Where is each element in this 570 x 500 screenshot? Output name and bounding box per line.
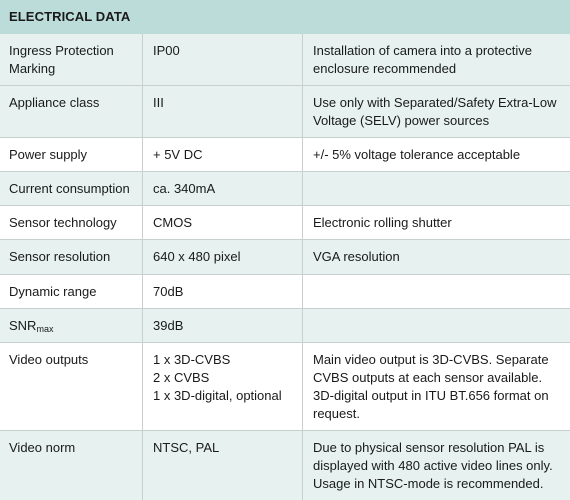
value-cell: 39dB <box>142 309 302 343</box>
value-cell: ca. 340mA <box>142 172 302 206</box>
snr-label: SNR <box>9 318 37 333</box>
table-header <box>0 0 570 34</box>
parameter-cell: Power supply <box>9 147 88 162</box>
note-cell: Due to physical sensor resolution PAL is displayed with 480 active video lines only. Usage in NTSC-mode is recommended. <box>302 431 570 500</box>
note-cell <box>302 309 570 343</box>
note-cell: Main video output is 3D-CVBS. Separate CVBS outputs at each sensor available. 3D-digital output in ITU BT.656 format on request. <box>302 343 570 431</box>
value-cell: CMOS <box>142 206 302 240</box>
value-cell: 70dB <box>142 275 302 309</box>
table-row-video-norm <box>0 431 570 500</box>
parameter-cell: Sensor technology <box>9 215 117 230</box>
value-cell: + 5V DC <box>142 138 302 172</box>
table-title: ELECTRICAL DATA <box>9 9 131 24</box>
table-row-snr <box>0 309 570 343</box>
table-row-current-consumption <box>0 172 570 206</box>
table-row-sensor-technology <box>0 206 570 240</box>
table-row-sensor-resolution <box>0 240 570 275</box>
value-cell: NTSC, PAL <box>142 431 302 500</box>
table-row-appliance-class <box>0 86 570 138</box>
parameter-cell <box>0 309 142 343</box>
note-cell <box>302 275 570 309</box>
parameter-cell: Ingress Protection Marking <box>9 43 114 76</box>
parameter-cell: Video norm <box>9 440 76 455</box>
note-cell <box>302 172 570 206</box>
value-cell: III <box>142 86 302 138</box>
parameter-cell: Video outputs <box>9 352 89 367</box>
note-cell: Use only with Separated/Safety Extra-Low Voltage (SELV) power sources <box>302 86 570 138</box>
table-row-ingress-protection <box>0 34 570 86</box>
value-cell: 640 x 480 pixel <box>142 240 302 275</box>
parameter-cell: Current consumption <box>9 181 130 196</box>
table-row-dynamic-range <box>0 275 570 309</box>
value-cell: 1 x 3D-CVBS 2 x CVBS 1 x 3D-digital, optional <box>142 343 302 431</box>
value-cell: IP00 <box>142 34 302 86</box>
table-row-power-supply <box>0 138 570 172</box>
table-row-video-outputs <box>0 343 570 431</box>
note-cell: VGA resolution <box>302 240 570 275</box>
parameter-cell: Sensor resolution <box>9 249 111 264</box>
snr-subscript: max <box>36 324 54 334</box>
note-cell: +/- 5% voltage tolerance acceptable <box>302 138 570 172</box>
parameter-cell: Appliance class <box>9 95 100 110</box>
note-cell: Installation of camera into a protective enclosure recommended <box>302 34 570 86</box>
note-cell: Electronic rolling shutter <box>302 206 570 240</box>
parameter-cell: Dynamic range <box>9 284 97 299</box>
